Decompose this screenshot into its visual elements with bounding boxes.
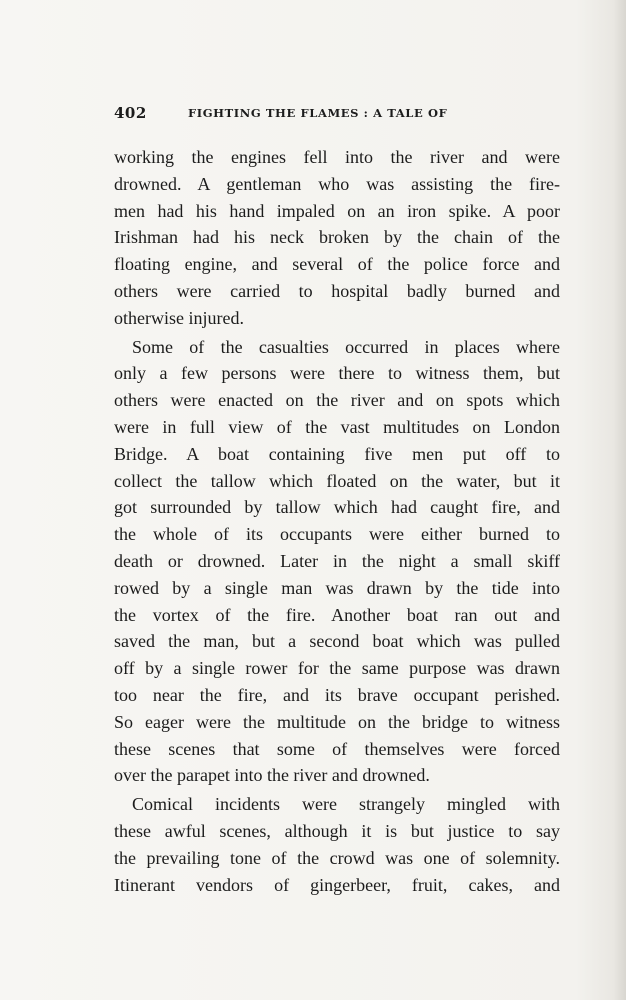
text-line: Itinerant vendors of gingerbeer, fruit, cakes, and (114, 874, 560, 895)
text-line: over the parapet into the river and drowned. (114, 765, 430, 786)
text-line: Irishman had his neck broken by the chain of the (114, 227, 560, 248)
text-line: the prevailing tone of the crowd was one of solemnity. (114, 847, 560, 868)
text-line: working the engines fell into the river and were (114, 147, 560, 167)
text-line: others were carried to hospital badly burned and (114, 280, 560, 301)
text-line: these awful scenes, although it is but justice to say (114, 820, 560, 841)
body-text (114, 144, 560, 898)
text-line: Bridge. A boat containing five men put off to (114, 443, 560, 464)
paragraph-1 (114, 144, 560, 332)
text-line: got surrounded by tallow which had caught fire, and (114, 497, 560, 518)
text-line: So eager were the multitude on the bridge to witness (114, 711, 560, 732)
page-header (114, 104, 476, 124)
text-line: these scenes that some of themselves were forced (114, 738, 560, 759)
text-line: saved the man, but a second boat which was pulled (114, 631, 560, 652)
paragraph-3 (114, 791, 560, 898)
text-line: others were enacted on the river and on spots which (114, 390, 560, 411)
text-line: too near the fire, and its brave occupant perished. (114, 684, 560, 705)
text-line: death or drowned. Later in the night a small skiff (114, 550, 560, 571)
text-line: the vortex of the fire. Another boat ran out and (114, 604, 560, 625)
text-line: Comical incidents were strangely mingled with (132, 794, 560, 815)
text-line: floating engine, and several of the police force and (114, 254, 560, 275)
text-line: only a few persons were there to witness them, but (114, 363, 560, 384)
text-line: off by a single rower for the same purpose was drawn (114, 658, 560, 679)
text-line: men had his hand impaled on an iron spike. A poor (114, 200, 560, 221)
paragraph-2 (114, 334, 560, 790)
running-head: FIGHTING THE FLAMES : A TALE OF (188, 106, 448, 120)
page-number: 402 (114, 104, 147, 122)
text-line: the whole of its occupants were either burned to (114, 524, 560, 545)
text-line: collect the tallow which floated on the water, but it (114, 470, 560, 491)
text-line: were in full view of the vast multitudes on London (114, 416, 560, 437)
text-line: otherwise injured. (114, 307, 244, 328)
text-line: rowed by a single man was drawn by the tide into (114, 577, 560, 598)
text-line: drowned. A gentleman who was assisting the fire- (114, 173, 560, 194)
text-line: Some of the casualties occurred in places where (132, 336, 560, 357)
